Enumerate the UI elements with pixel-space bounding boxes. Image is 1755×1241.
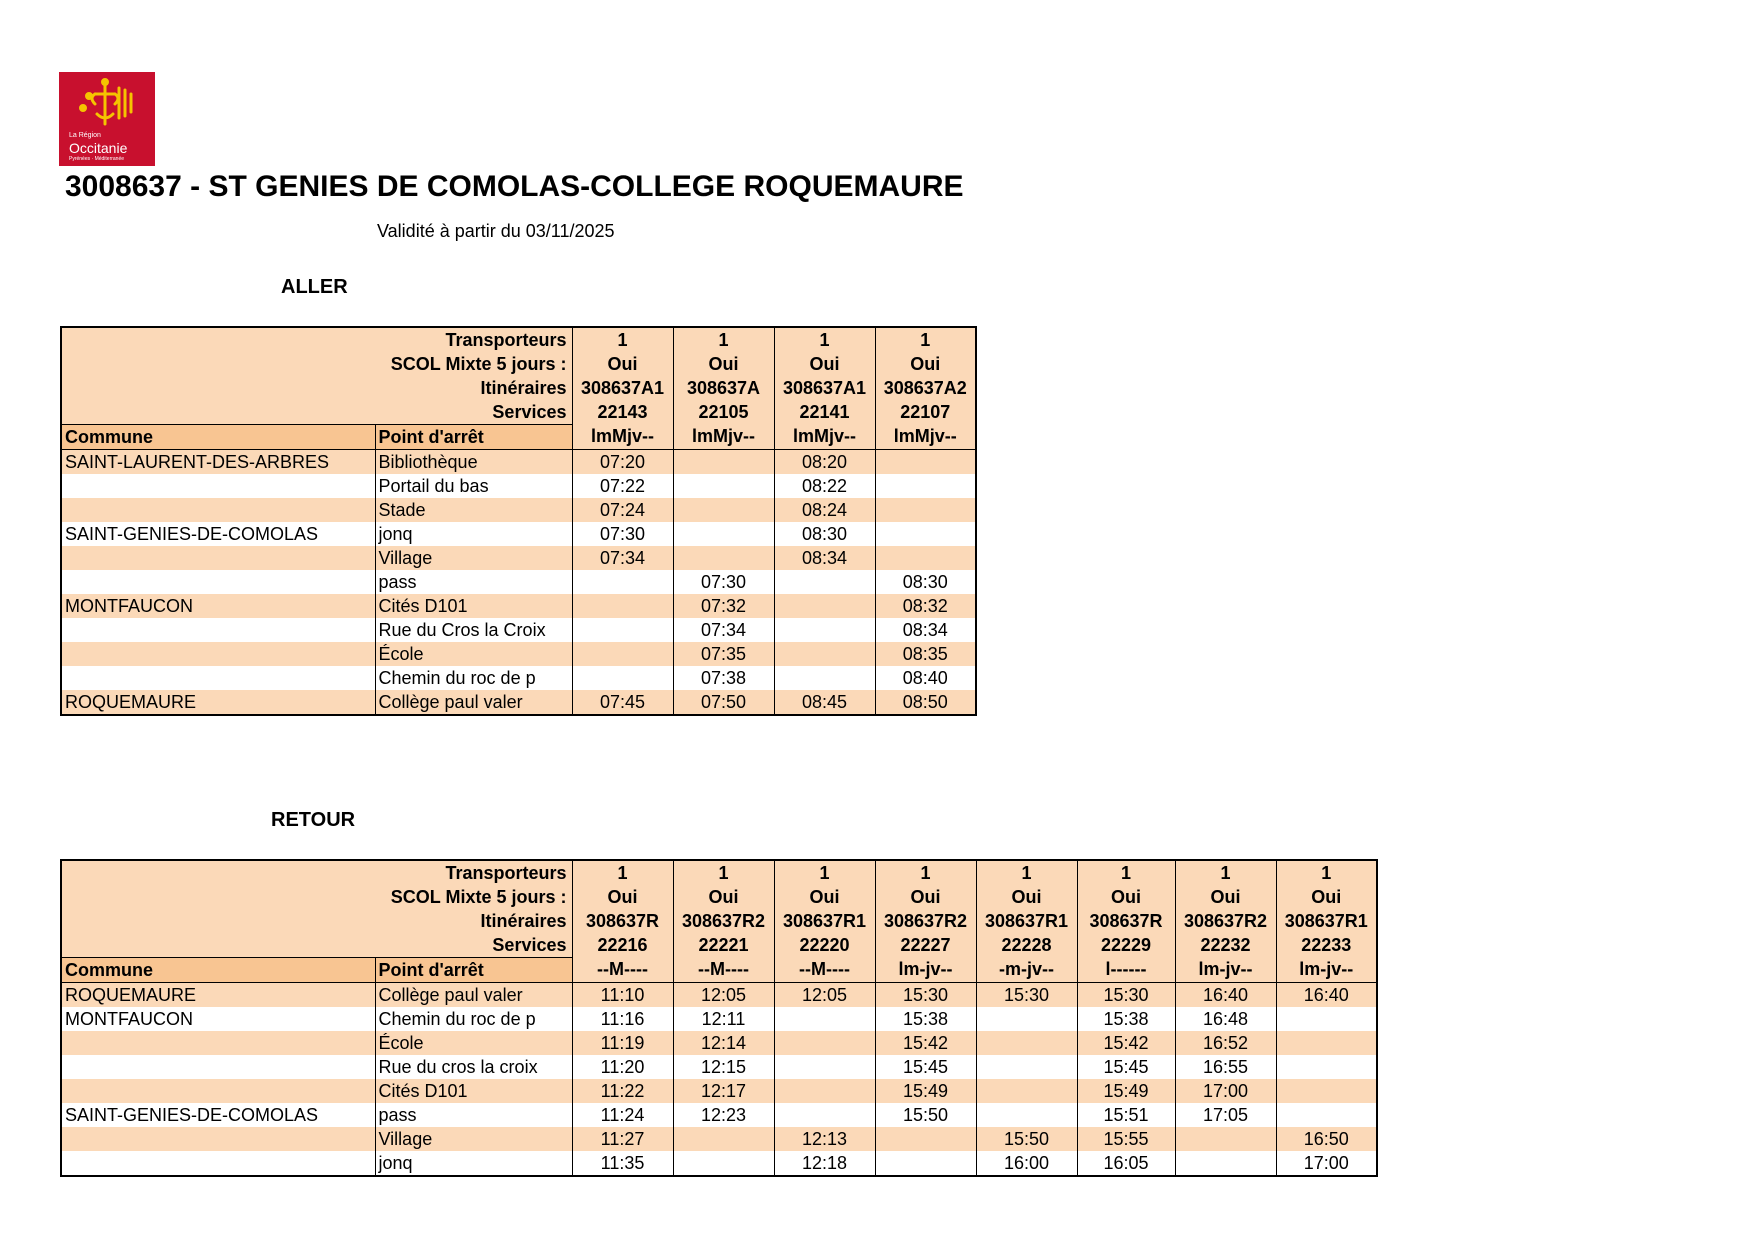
retour-col-itineraire: 308637R2 bbox=[1175, 909, 1276, 933]
time-cell: 08:34 bbox=[875, 618, 976, 642]
time-cell: 15:38 bbox=[1077, 1007, 1175, 1031]
scol-label: SCOL Mixte 5 jours : bbox=[61, 885, 572, 909]
time-cell bbox=[976, 1055, 1077, 1079]
retour-col-itineraire: 308637R2 bbox=[673, 909, 774, 933]
aller-col-transporteur: 1 bbox=[774, 327, 875, 352]
table-row bbox=[61, 1151, 1377, 1176]
table-row bbox=[61, 1127, 1377, 1151]
commune-cell: MONTFAUCON bbox=[61, 594, 375, 618]
retour-rows bbox=[61, 983, 1377, 1177]
time-cell: 12:15 bbox=[673, 1055, 774, 1079]
aller-col-jours: lmMjv-- bbox=[572, 425, 673, 450]
table-row bbox=[61, 594, 976, 618]
time-cell bbox=[774, 594, 875, 618]
occitan-cross-icon bbox=[75, 78, 139, 130]
time-cell: 15:45 bbox=[1077, 1055, 1175, 1079]
time-cell: 07:34 bbox=[673, 618, 774, 642]
time-cell: 15:38 bbox=[875, 1007, 976, 1031]
services-label: Services bbox=[61, 933, 572, 958]
time-cell: 16:55 bbox=[1175, 1055, 1276, 1079]
stop-cell: Portail du bas bbox=[375, 474, 572, 498]
time-cell: 07:20 bbox=[572, 450, 673, 475]
time-cell: 12:23 bbox=[673, 1103, 774, 1127]
time-cell: 08:34 bbox=[774, 546, 875, 570]
time-cell: 11:19 bbox=[572, 1031, 673, 1055]
time-cell bbox=[1276, 1055, 1377, 1079]
scol-row bbox=[61, 885, 1377, 909]
validity-date: Validité à partir du 03/11/2025 bbox=[377, 221, 615, 241]
time-cell bbox=[774, 666, 875, 690]
time-cell bbox=[572, 594, 673, 618]
retour-col-jours: --M---- bbox=[572, 958, 673, 983]
retour-col-scol: Oui bbox=[1077, 885, 1175, 909]
column-header-row bbox=[61, 958, 1377, 983]
time-cell: 11:20 bbox=[572, 1055, 673, 1079]
retour-col-scol: Oui bbox=[774, 885, 875, 909]
time-cell bbox=[976, 1103, 1077, 1127]
time-cell: 15:49 bbox=[1077, 1079, 1175, 1103]
time-cell bbox=[1175, 1151, 1276, 1176]
time-cell bbox=[1276, 1007, 1377, 1031]
retour-col-transporteur: 1 bbox=[875, 860, 976, 885]
time-cell: 07:24 bbox=[572, 498, 673, 522]
retour-col-transporteur: 1 bbox=[774, 860, 875, 885]
time-cell bbox=[875, 546, 976, 570]
retour-col-service: 22228 bbox=[976, 933, 1077, 958]
time-cell bbox=[572, 618, 673, 642]
time-cell bbox=[1276, 1031, 1377, 1055]
aller-col-jours: lmMjv-- bbox=[774, 425, 875, 450]
stop-cell: Chemin du roc de p bbox=[375, 666, 572, 690]
time-cell: 08:40 bbox=[875, 666, 976, 690]
retour-col-scol: Oui bbox=[1276, 885, 1377, 909]
commune-cell bbox=[61, 498, 375, 522]
stop-cell: jonq bbox=[375, 1151, 572, 1176]
stop-cell: jonq bbox=[375, 522, 572, 546]
aller-heading: ALLER bbox=[281, 276, 348, 298]
time-cell: 07:32 bbox=[673, 594, 774, 618]
aller-col-itineraire: 308637A1 bbox=[774, 376, 875, 400]
aller-col-transporteur: 1 bbox=[673, 327, 774, 352]
time-cell bbox=[572, 642, 673, 666]
time-cell: 07:30 bbox=[673, 570, 774, 594]
scol-label: SCOL Mixte 5 jours : bbox=[61, 352, 572, 376]
itineraires-label: Itinéraires bbox=[61, 376, 572, 400]
time-cell: 15:51 bbox=[1077, 1103, 1175, 1127]
retour-timetable bbox=[60, 859, 1378, 1177]
commune-cell bbox=[61, 1031, 375, 1055]
time-cell bbox=[1276, 1079, 1377, 1103]
retour-col-itineraire: 308637R bbox=[572, 909, 673, 933]
stop-cell: Cités D101 bbox=[375, 1079, 572, 1103]
commune-cell bbox=[61, 1055, 375, 1079]
aller-col-itineraire: 308637A bbox=[673, 376, 774, 400]
time-cell: 11:24 bbox=[572, 1103, 673, 1127]
retour-col-service: 22220 bbox=[774, 933, 875, 958]
time-cell: 15:30 bbox=[1077, 983, 1175, 1008]
time-cell bbox=[673, 1127, 774, 1151]
time-cell: 12:05 bbox=[673, 983, 774, 1008]
time-cell bbox=[572, 570, 673, 594]
transporteurs-label: Transporteurs bbox=[61, 860, 572, 885]
logo-line-1: La Région bbox=[69, 132, 101, 139]
table-row bbox=[61, 450, 976, 475]
time-cell: 12:05 bbox=[774, 983, 875, 1008]
services-label: Services bbox=[61, 400, 572, 425]
column-header-row bbox=[61, 425, 976, 450]
time-cell: 16:52 bbox=[1175, 1031, 1276, 1055]
scol-row bbox=[61, 352, 976, 376]
commune-cell: SAINT-GENIES-DE-COMOLAS bbox=[61, 522, 375, 546]
commune-header: Commune bbox=[61, 425, 375, 450]
time-cell bbox=[774, 1055, 875, 1079]
table-row bbox=[61, 618, 976, 642]
stop-cell: Village bbox=[375, 1127, 572, 1151]
itineraires-row bbox=[61, 909, 1377, 933]
time-cell bbox=[875, 498, 976, 522]
time-cell: 12:17 bbox=[673, 1079, 774, 1103]
aller-col-transporteur: 1 bbox=[572, 327, 673, 352]
time-cell: 11:16 bbox=[572, 1007, 673, 1031]
aller-col-itineraire: 308637A2 bbox=[875, 376, 976, 400]
table-row bbox=[61, 474, 976, 498]
commune-cell bbox=[61, 618, 375, 642]
time-cell bbox=[774, 1079, 875, 1103]
time-cell bbox=[1175, 1127, 1276, 1151]
stop-cell: Chemin du roc de p bbox=[375, 1007, 572, 1031]
transporteurs-row bbox=[61, 860, 1377, 885]
retour-col-service: 22227 bbox=[875, 933, 976, 958]
transporteurs-label: Transporteurs bbox=[61, 327, 572, 352]
aller-col-service: 22105 bbox=[673, 400, 774, 425]
table-row bbox=[61, 690, 976, 715]
commune-cell bbox=[61, 474, 375, 498]
itineraires-row bbox=[61, 376, 976, 400]
aller-col-scol: Oui bbox=[875, 352, 976, 376]
stop-cell: pass bbox=[375, 570, 572, 594]
retour-col-scol: Oui bbox=[572, 885, 673, 909]
stop-cell: pass bbox=[375, 1103, 572, 1127]
table-row bbox=[61, 1007, 1377, 1031]
retour-col-scol: Oui bbox=[976, 885, 1077, 909]
table-row bbox=[61, 983, 1377, 1008]
commune-cell bbox=[61, 666, 375, 690]
aller-col-service: 22143 bbox=[572, 400, 673, 425]
retour-col-jours: lm-jv-- bbox=[875, 958, 976, 983]
time-cell: 08:50 bbox=[875, 690, 976, 715]
retour-col-jours: lm-jv-- bbox=[1276, 958, 1377, 983]
retour-col-itineraire: 308637R1 bbox=[976, 909, 1077, 933]
time-cell: 08:30 bbox=[774, 522, 875, 546]
retour-col-transporteur: 1 bbox=[1276, 860, 1377, 885]
retour-col-transporteur: 1 bbox=[673, 860, 774, 885]
time-cell: 16:40 bbox=[1276, 983, 1377, 1008]
retour-col-transporteur: 1 bbox=[1077, 860, 1175, 885]
time-cell: 08:30 bbox=[875, 570, 976, 594]
time-cell: 17:05 bbox=[1175, 1103, 1276, 1127]
retour-heading: RETOUR bbox=[271, 809, 356, 831]
time-cell bbox=[774, 1031, 875, 1055]
time-cell: 15:45 bbox=[875, 1055, 976, 1079]
time-cell: 11:35 bbox=[572, 1151, 673, 1176]
time-cell: 07:30 bbox=[572, 522, 673, 546]
time-cell bbox=[1276, 1103, 1377, 1127]
time-cell bbox=[976, 1079, 1077, 1103]
time-cell: 15:55 bbox=[1077, 1127, 1175, 1151]
retour-col-service: 22232 bbox=[1175, 933, 1276, 958]
table-row bbox=[61, 1031, 1377, 1055]
time-cell: 07:34 bbox=[572, 546, 673, 570]
table-row bbox=[61, 642, 976, 666]
aller-col-transporteur: 1 bbox=[875, 327, 976, 352]
retour-col-itineraire: 308637R2 bbox=[875, 909, 976, 933]
services-row bbox=[61, 400, 976, 425]
retour-col-service: 22216 bbox=[572, 933, 673, 958]
time-cell: 12:18 bbox=[774, 1151, 875, 1176]
table-row bbox=[61, 570, 976, 594]
time-cell: 16:40 bbox=[1175, 983, 1276, 1008]
commune-cell: MONTFAUCON bbox=[61, 1007, 375, 1031]
aller-rows bbox=[61, 450, 976, 716]
time-cell bbox=[774, 1007, 875, 1031]
services-row bbox=[61, 933, 1377, 958]
time-cell bbox=[673, 474, 774, 498]
retour-col-jours: lm-jv-- bbox=[1175, 958, 1276, 983]
aller-header bbox=[61, 327, 976, 450]
time-cell bbox=[976, 1007, 1077, 1031]
logo-line-3: Pyrénées · Méditerranée bbox=[69, 156, 125, 162]
stop-cell: Bibliothèque bbox=[375, 450, 572, 475]
stop-cell: École bbox=[375, 1031, 572, 1055]
time-cell: 07:22 bbox=[572, 474, 673, 498]
time-cell: 11:10 bbox=[572, 983, 673, 1008]
time-cell bbox=[875, 522, 976, 546]
stop-cell: École bbox=[375, 642, 572, 666]
time-cell: 07:45 bbox=[572, 690, 673, 715]
time-cell: 16:50 bbox=[1276, 1127, 1377, 1151]
table-row bbox=[61, 546, 976, 570]
time-cell bbox=[875, 1127, 976, 1151]
time-cell: 07:50 bbox=[673, 690, 774, 715]
time-cell: 08:45 bbox=[774, 690, 875, 715]
time-cell: 16:48 bbox=[1175, 1007, 1276, 1031]
retour-col-itineraire: 308637R1 bbox=[1276, 909, 1377, 933]
transporteurs-row bbox=[61, 327, 976, 352]
time-cell bbox=[572, 666, 673, 690]
aller-col-jours: lmMjv-- bbox=[875, 425, 976, 450]
stop-cell: Collège paul valer bbox=[375, 983, 572, 1008]
retour-col-scol: Oui bbox=[1175, 885, 1276, 909]
time-cell: 08:22 bbox=[774, 474, 875, 498]
time-cell bbox=[774, 1103, 875, 1127]
time-cell: 15:42 bbox=[1077, 1031, 1175, 1055]
aller-col-scol: Oui bbox=[673, 352, 774, 376]
commune-cell bbox=[61, 1079, 375, 1103]
stop-cell: Rue du cros la croix bbox=[375, 1055, 572, 1079]
commune-cell bbox=[61, 642, 375, 666]
retour-col-itineraire: 308637R bbox=[1077, 909, 1175, 933]
aller-col-scol: Oui bbox=[774, 352, 875, 376]
time-cell: 08:35 bbox=[875, 642, 976, 666]
itineraires-label: Itinéraires bbox=[61, 909, 572, 933]
stop-cell: Village bbox=[375, 546, 572, 570]
time-cell bbox=[774, 618, 875, 642]
time-cell: 07:38 bbox=[673, 666, 774, 690]
time-cell: 17:00 bbox=[1276, 1151, 1377, 1176]
commune-cell bbox=[61, 1151, 375, 1176]
time-cell: 11:22 bbox=[572, 1079, 673, 1103]
time-cell: 17:00 bbox=[1175, 1079, 1276, 1103]
time-cell: 15:50 bbox=[875, 1103, 976, 1127]
retour-col-jours: --M---- bbox=[673, 958, 774, 983]
time-cell: 15:50 bbox=[976, 1127, 1077, 1151]
commune-cell bbox=[61, 1127, 375, 1151]
aller-col-scol: Oui bbox=[572, 352, 673, 376]
time-cell: 08:20 bbox=[774, 450, 875, 475]
time-cell: 12:14 bbox=[673, 1031, 774, 1055]
commune-cell bbox=[61, 570, 375, 594]
commune-cell: SAINT-LAURENT-DES-ARBRES bbox=[61, 450, 375, 475]
time-cell bbox=[774, 642, 875, 666]
page-title: 3008637 - ST GENIES DE COMOLAS-COLLEGE ROQUEMAURE bbox=[65, 170, 964, 203]
retour-col-service: 22221 bbox=[673, 933, 774, 958]
time-cell: 08:32 bbox=[875, 594, 976, 618]
stop-cell: Rue du Cros la Croix bbox=[375, 618, 572, 642]
time-cell: 15:42 bbox=[875, 1031, 976, 1055]
retour-header bbox=[61, 860, 1377, 983]
commune-header: Commune bbox=[61, 958, 375, 983]
aller-col-service: 22107 bbox=[875, 400, 976, 425]
table-row bbox=[61, 498, 976, 522]
retour-col-jours: --M---- bbox=[774, 958, 875, 983]
retour-col-transporteur: 1 bbox=[976, 860, 1077, 885]
retour-col-itineraire: 308637R1 bbox=[774, 909, 875, 933]
logo-line-2: Occitanie bbox=[69, 140, 128, 156]
retour-col-service: 22229 bbox=[1077, 933, 1175, 958]
commune-cell: ROQUEMAURE bbox=[61, 983, 375, 1008]
time-cell: 15:49 bbox=[875, 1079, 976, 1103]
retour-col-scol: Oui bbox=[673, 885, 774, 909]
commune-cell: ROQUEMAURE bbox=[61, 690, 375, 715]
time-cell bbox=[673, 450, 774, 475]
time-cell bbox=[673, 522, 774, 546]
aller-col-itineraire: 308637A1 bbox=[572, 376, 673, 400]
table-row bbox=[61, 666, 976, 690]
retour-col-scol: Oui bbox=[875, 885, 976, 909]
time-cell bbox=[976, 1031, 1077, 1055]
stop-cell: Collège paul valer bbox=[375, 690, 572, 715]
aller-col-service: 22141 bbox=[774, 400, 875, 425]
time-cell bbox=[774, 570, 875, 594]
aller-col-jours: lmMjv-- bbox=[673, 425, 774, 450]
time-cell: 15:30 bbox=[875, 983, 976, 1008]
arret-header: Point d'arrêt bbox=[375, 958, 572, 983]
aller-timetable bbox=[60, 326, 977, 716]
arret-header: Point d'arrêt bbox=[375, 425, 572, 450]
time-cell bbox=[875, 1151, 976, 1176]
time-cell bbox=[673, 546, 774, 570]
time-cell bbox=[875, 450, 976, 475]
table-row bbox=[61, 1103, 1377, 1127]
time-cell: 12:13 bbox=[774, 1127, 875, 1151]
retour-col-transporteur: 1 bbox=[572, 860, 673, 885]
retour-col-transporteur: 1 bbox=[1175, 860, 1276, 885]
time-cell bbox=[673, 498, 774, 522]
table-row bbox=[61, 522, 976, 546]
retour-col-jours: -m-jv-- bbox=[976, 958, 1077, 983]
time-cell: 08:24 bbox=[774, 498, 875, 522]
time-cell: 07:35 bbox=[673, 642, 774, 666]
table-row bbox=[61, 1079, 1377, 1103]
stop-cell: Stade bbox=[375, 498, 572, 522]
time-cell: 12:11 bbox=[673, 1007, 774, 1031]
time-cell: 16:00 bbox=[976, 1151, 1077, 1176]
table-row bbox=[61, 1055, 1377, 1079]
stop-cell: Cités D101 bbox=[375, 594, 572, 618]
commune-cell: SAINT-GENIES-DE-COMOLAS bbox=[61, 1103, 375, 1127]
retour-col-jours: l------ bbox=[1077, 958, 1175, 983]
time-cell bbox=[875, 474, 976, 498]
time-cell: 15:30 bbox=[976, 983, 1077, 1008]
commune-cell bbox=[61, 546, 375, 570]
time-cell bbox=[673, 1151, 774, 1176]
time-cell: 16:05 bbox=[1077, 1151, 1175, 1176]
region-logo bbox=[59, 72, 155, 166]
retour-col-service: 22233 bbox=[1276, 933, 1377, 958]
time-cell: 11:27 bbox=[572, 1127, 673, 1151]
